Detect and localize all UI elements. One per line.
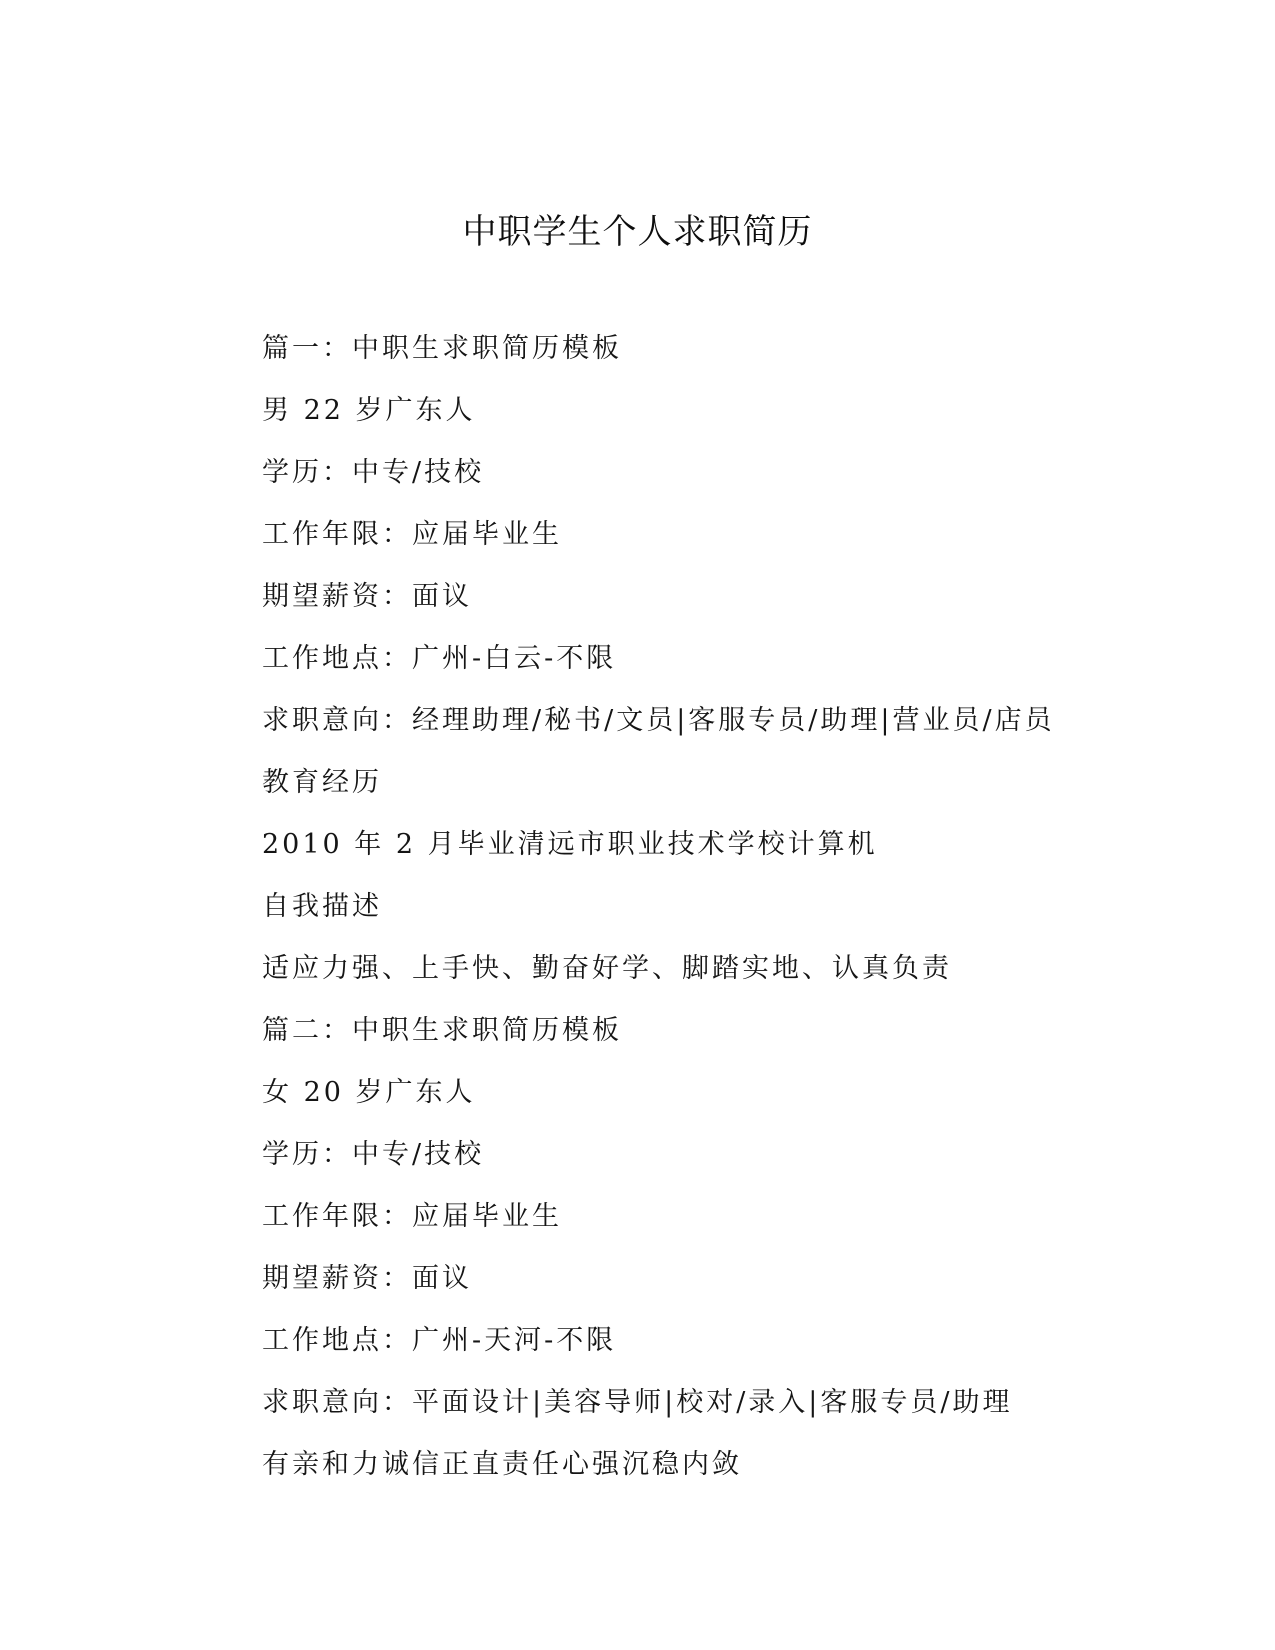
self-description-line: 适应力强、上手快、勤奋好学、脚踏实地、认真负责 [262, 953, 952, 984]
education-heading: 教育经历 [262, 767, 382, 798]
personal-info-line: 女 20 岁广东人 [262, 1077, 476, 1108]
self-description-heading: 自我描述 [262, 891, 382, 922]
section-heading-1: 篇一：中职生求职简历模板 [262, 333, 622, 364]
work-location-line: 工作地点：广州-天河-不限 [262, 1325, 617, 1356]
job-intention-line: 求职意向：平面设计|美容导师|校对/录入|客服专员/助理 [262, 1387, 1013, 1418]
expected-salary-line: 期望薪资：面议 [262, 581, 472, 612]
expected-salary-line: 期望薪资：面议 [262, 1263, 472, 1294]
education-detail-line: 2010 年 2 月毕业清远市职业技术学校计算机 [262, 829, 878, 860]
job-intention-line: 求职意向：经理助理/秘书/文员|客服专员/助理|营业员/店员 [262, 705, 1055, 736]
document-title: 中职学生个人求职简历 [462, 212, 813, 252]
section-heading-2: 篇二：中职生求职简历模板 [262, 1015, 622, 1046]
work-years-line: 工作年限：应届毕业生 [262, 519, 562, 550]
work-years-line: 工作年限：应届毕业生 [262, 1201, 562, 1232]
education-level-line: 学历：中专/技校 [262, 457, 485, 488]
document-body [262, 327, 1162, 1505]
work-location-line: 工作地点：广州-白云-不限 [262, 643, 617, 674]
education-level-line: 学历：中专/技校 [262, 1139, 485, 1170]
personal-traits-line: 有亲和力诚信正直责任心强沉稳内敛 [262, 1449, 742, 1480]
personal-info-line: 男 22 岁广东人 [262, 395, 476, 426]
